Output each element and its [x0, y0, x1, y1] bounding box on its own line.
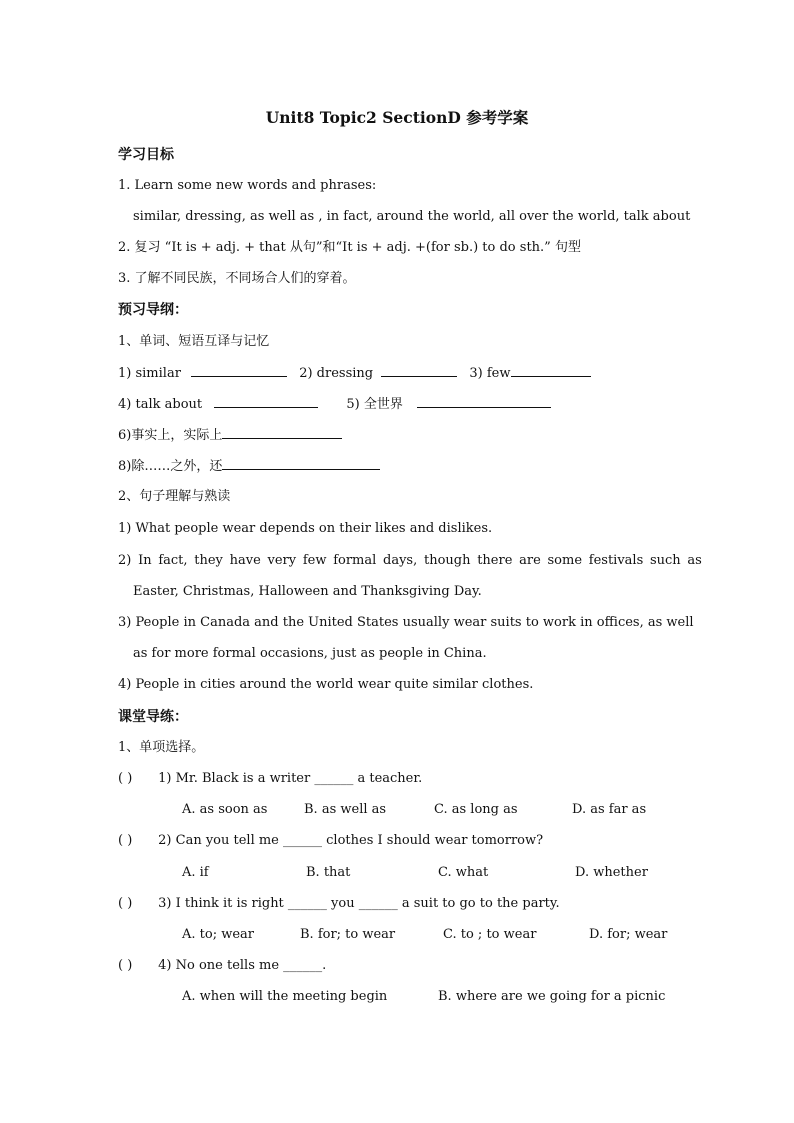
goal-item-2: 2. 复习 “It is + adj. + that 从句”和“It is + adj. +(for sb.) to do sth.” 句型 — [118, 240, 581, 255]
vocab-2: 2) dressing — [299, 366, 374, 381]
option-a[interactable]: A. to; wear — [182, 927, 255, 942]
question-2 — [118, 832, 543, 850]
goal-item-1: 1. Learn some new words and phrases: — [118, 178, 377, 193]
vocab-8: 8)除……之外，还 — [118, 459, 223, 474]
option-b[interactable]: B. as well as — [304, 802, 387, 817]
preview-part-2: 2、句子理解与熟读 — [118, 489, 231, 504]
goal-item-1-words: similar, dressing, as well as , in fact, around the world, all over the world, talk about — [133, 209, 691, 224]
question-1 — [118, 770, 422, 788]
answer-paren[interactable]: ( ) — [118, 833, 133, 848]
blank-line[interactable] — [511, 364, 591, 377]
option-c[interactable]: C. to ; to wear — [443, 927, 537, 942]
blank-line[interactable] — [191, 364, 287, 377]
vocab-6: 6)事实上，实际上 — [118, 428, 223, 443]
classwork-part-1: 1、单项选择。 — [118, 740, 205, 755]
goal-item-3: 3. 了解不同民族，不同场合人们的穿着。 — [118, 271, 356, 286]
question-1-text: 1) Mr. Black is a writer ______ a teacher. — [158, 771, 423, 786]
vocab-1: 1) similar — [118, 366, 181, 381]
classwork-heading: 课堂导练： — [118, 709, 188, 725]
preview-heading: 预习导纲： — [118, 302, 188, 318]
option-b[interactable]: B. where are we going for a picnic — [438, 989, 666, 1004]
blank-line[interactable] — [214, 395, 318, 408]
vocab-row-3 — [118, 426, 342, 445]
preview-part-1: 1、单词、短语互译与记忆 — [118, 334, 270, 349]
vocab-row-1 — [118, 364, 591, 383]
sentence-3-cont: as for more formal occasions, just as people in China. — [133, 646, 487, 661]
answer-paren[interactable]: ( ) — [118, 771, 133, 786]
answer-paren[interactable]: ( ) — [118, 958, 133, 973]
question-4 — [118, 957, 326, 975]
option-d[interactable]: D. as far as — [572, 802, 647, 817]
sentence-4: 4) People in cities around the world wear quite similar clothes. — [118, 677, 534, 692]
blank-line[interactable] — [222, 426, 342, 439]
question-3 — [118, 895, 560, 913]
vocab-4: 4) talk about — [118, 397, 203, 412]
blank-line[interactable] — [222, 457, 380, 470]
sentence-2: 2) In fact, they have very few formal days, though there are some festivals such as — [118, 553, 702, 568]
sentence-2-cont: Easter, Christmas, Halloween and Thanksgiving Day. — [133, 584, 482, 599]
vocab-row-2 — [118, 395, 551, 414]
page-title: Unit8 Topic2 SectionD 参考学案 — [265, 108, 529, 127]
question-4-text: 4) No one tells me ______. — [158, 958, 327, 973]
option-b[interactable]: B. that — [306, 865, 351, 880]
sentence-1: 1) What people wear depends on their likes and dislikes. — [118, 521, 493, 536]
answer-paren[interactable]: ( ) — [118, 896, 133, 911]
option-b[interactable]: B. for; to wear — [300, 927, 396, 942]
vocab-row-4 — [118, 457, 380, 476]
option-a[interactable]: A. as soon as — [182, 802, 268, 817]
vocab-3: 3) few — [469, 366, 511, 381]
option-d[interactable]: D. for; wear — [589, 927, 668, 942]
option-a[interactable]: A. if — [182, 865, 209, 880]
question-3-text: 3) I think it is right ______ you ______ a suit to go to the party. — [158, 896, 560, 911]
blank-line[interactable] — [381, 364, 457, 377]
blank-line[interactable] — [417, 395, 551, 408]
goals-heading: 学习目标 — [118, 147, 174, 163]
option-c[interactable]: C. what — [438, 865, 489, 880]
option-a[interactable]: A. when will the meeting begin — [182, 989, 388, 1004]
option-c[interactable]: C. as long as — [434, 802, 518, 817]
sentence-3: 3) People in Canada and the United States usually wear suits to work in offices, as well — [118, 615, 694, 630]
vocab-5: 5) 全世界 — [346, 397, 403, 412]
option-d[interactable]: D. whether — [575, 865, 648, 880]
question-2-text: 2) Can you tell me ______ clothes I should wear tomorrow? — [158, 833, 544, 848]
